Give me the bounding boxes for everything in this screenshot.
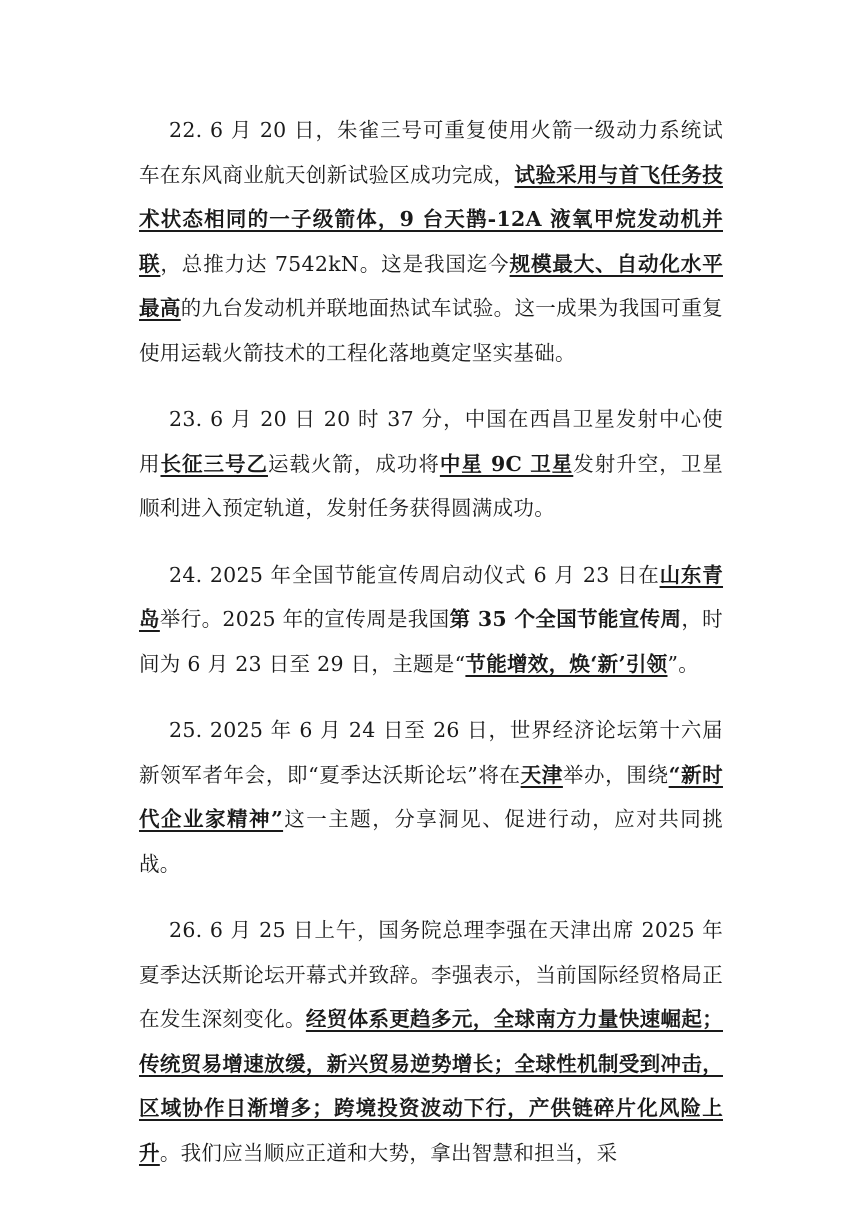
body-text: 运载火箭，成功将 xyxy=(267,451,440,476)
body-text: 6 月 25 日上午，国务院总理李强在天津出席 2025 年夏季达沃斯论坛开幕式并致辞。李强表示，当前国际经贸格局正在发生深刻变化。 xyxy=(139,918,723,1031)
key-point-underlined: 天津 xyxy=(520,762,563,787)
news-item-5 xyxy=(139,908,723,1175)
news-item-3 xyxy=(139,553,723,687)
item-number: 24. xyxy=(169,562,210,587)
body-text: 举办，围绕 xyxy=(562,762,669,787)
body-text: 2025 年 6 月 24 日至 26 日，世界经济论坛第十六届新领军者年会，即“夏季达沃斯论坛”将在 xyxy=(139,718,723,787)
body-text: 6 月 20 日 20 时 37 分，中国在西昌卫星发射中心使用 xyxy=(139,407,723,476)
key-point-underlined: 试验采用与首飞任务技术状态相同的一子级箭体，9 台天鹊-12A 液氧甲烷发动机并联 xyxy=(139,162,723,276)
body-text: 发射升空，卫星顺利进入预定轨道，发射任务获得圆满成功。 xyxy=(139,451,723,520)
item-number: 26. xyxy=(169,918,210,942)
key-point-underlined: “新时代企业家精神” xyxy=(139,762,723,831)
news-item-4 xyxy=(139,708,723,886)
body-text: 这一主题，分享洞见、促进行动，应对共同挑战。 xyxy=(139,807,723,876)
key-point-underlined: 规模最大、自动化水平最高 xyxy=(139,251,723,320)
body-text: ”。 xyxy=(667,651,700,676)
document-page xyxy=(139,108,723,1197)
body-text: 。我们应当顺应正道和大势，拿出智慧和担当，采 xyxy=(159,1140,618,1165)
body-text: 的九台发动机并联地面热试车试验。这一成果为我国可重复使用运载火箭技术的工程化落地奠定坚实基础。 xyxy=(139,296,723,365)
key-point-underlined: 山东青岛 xyxy=(139,562,724,631)
item-number: 22. xyxy=(169,118,211,142)
key-point-underlined: 中星 9C 卫星 xyxy=(439,451,574,476)
key-point-underlined: 节能增效，焕‘新’引领 xyxy=(465,651,668,676)
news-item-2 xyxy=(139,397,723,531)
item-number: 23. xyxy=(169,407,211,431)
item-number: 25. xyxy=(169,718,210,742)
key-point-bold: 第 35 个全国节能宣传周 xyxy=(449,607,682,631)
body-text: 举行。2025 年的宣传周是我国 xyxy=(159,607,450,631)
body-text: ，时间为 6 月 23 日至 29 日，主题是“ xyxy=(139,607,723,676)
body-text: 2025 年全国节能宣传周启动仪式 6 月 23 日在 xyxy=(209,562,660,587)
key-point-underlined: 经贸体系更趋多元，全球南方力量快速崛起；传统贸易增速放缓，新兴贸易逆势增长；全球性机制受到冲击，区域协作日渐增多；跨境投资波动下行，产供链碎片化风险上升 xyxy=(139,1007,723,1165)
body-text: 6 月 20 日，朱雀三号可重复使用火箭一级动力系统试车在东风商业航天创新试验区成功完成， xyxy=(139,118,723,187)
body-text: ，总推力达 7542kN。这是我国迄今 xyxy=(160,251,510,276)
news-item-1 xyxy=(139,108,723,375)
key-point-underlined: 长征三号乙 xyxy=(160,451,268,476)
